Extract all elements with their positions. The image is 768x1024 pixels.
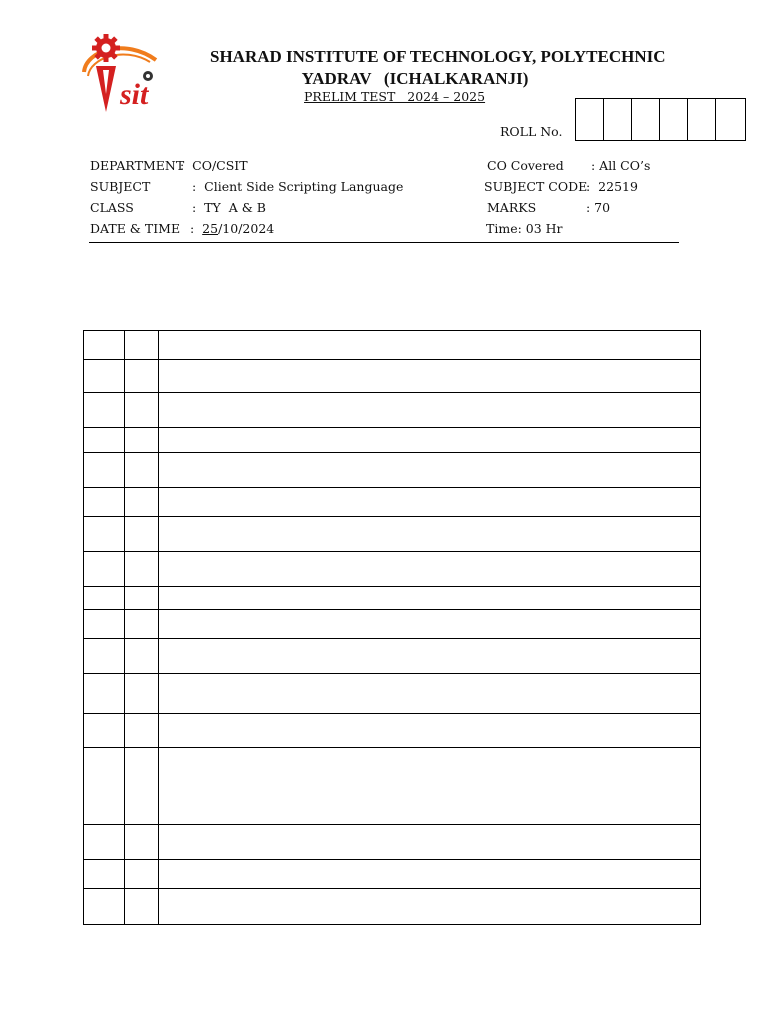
date-prefix: : — [190, 221, 203, 236]
info-value: : CO/CSIT — [180, 158, 248, 173]
table-cell — [125, 748, 159, 825]
table-cell — [159, 639, 701, 674]
info-key: CO Covered — [487, 158, 564, 173]
table-row — [84, 552, 701, 587]
table-cell — [125, 587, 159, 610]
info-key: DEPARTMENT — [90, 158, 185, 173]
info-value: : 22519 — [586, 179, 638, 194]
table-row — [84, 748, 701, 825]
table-cell — [84, 428, 125, 453]
table-cell — [159, 453, 701, 488]
info-key: SUBJECT CODE — [484, 179, 588, 194]
table-cell — [125, 453, 159, 488]
table-cell — [84, 393, 125, 428]
roll-box[interactable] — [576, 99, 604, 140]
table-cell — [159, 714, 701, 748]
roll-box[interactable] — [688, 99, 716, 140]
table-cell — [159, 674, 701, 714]
table-cell — [159, 360, 701, 393]
table-cell — [125, 825, 159, 860]
table-cell — [84, 331, 125, 360]
table-row — [84, 587, 701, 610]
table-row — [84, 674, 701, 714]
table-cell — [84, 889, 125, 925]
table-cell — [125, 889, 159, 925]
table-cell — [159, 552, 701, 587]
table-cell — [159, 610, 701, 639]
info-value: : All CO’s — [591, 158, 651, 173]
table-cell — [84, 639, 125, 674]
info-value: : TY A & B — [192, 200, 266, 215]
question-table — [83, 330, 701, 925]
table-cell — [84, 748, 125, 825]
roll-box[interactable] — [632, 99, 660, 140]
table-cell — [125, 860, 159, 889]
institute-line2: YADRAV (ICHALKARANJI) — [301, 69, 529, 88]
table-row — [84, 610, 701, 639]
roll-label: ROLL No. — [500, 124, 563, 139]
table-cell — [84, 488, 125, 517]
info-key: SUBJECT — [90, 179, 151, 194]
info-value: : Client Side Scripting Language — [192, 179, 404, 194]
info-key: DATE & TIME — [90, 221, 181, 236]
table-cell — [159, 393, 701, 428]
table-cell — [84, 517, 125, 552]
date-rest: /10/2024 — [218, 221, 275, 236]
institute-line1: SHARAD INSTITUTE OF TECHNOLOGY, POLYTECHNIC — [210, 47, 666, 66]
exam-title: PRELIM TEST 2024 – 2025 — [304, 89, 486, 104]
table-cell — [125, 714, 159, 748]
date-day: 25 — [202, 221, 219, 236]
info-key: CLASS — [90, 200, 134, 215]
roll-number-boxes[interactable] — [575, 98, 746, 141]
info-key: MARKS — [487, 200, 537, 215]
roll-box[interactable] — [604, 99, 632, 140]
table-row — [84, 825, 701, 860]
table-cell — [159, 748, 701, 825]
info-key: Time: 03 Hr — [486, 221, 563, 236]
table-cell — [84, 860, 125, 889]
table-cell — [84, 825, 125, 860]
table-cell — [125, 360, 159, 393]
table-cell — [84, 674, 125, 714]
roll-box[interactable] — [660, 99, 688, 140]
table-cell — [125, 552, 159, 587]
logo-text: sit — [120, 78, 149, 111]
table-row — [84, 393, 701, 428]
table-cell — [159, 488, 701, 517]
info-value — [190, 221, 274, 237]
table-cell — [159, 517, 701, 552]
table-cell — [125, 331, 159, 360]
table-cell — [84, 587, 125, 610]
table-cell — [159, 428, 701, 453]
institute-logo — [76, 32, 172, 118]
table-cell — [159, 889, 701, 925]
table-row — [84, 453, 701, 488]
table-cell — [125, 393, 159, 428]
table-cell — [159, 331, 701, 360]
table-cell — [84, 360, 125, 393]
table-cell — [159, 587, 701, 610]
table-row — [84, 639, 701, 674]
table-row — [84, 889, 701, 925]
table-cell — [84, 552, 125, 587]
table-row — [84, 714, 701, 748]
table-row — [84, 428, 701, 453]
table-cell — [159, 825, 701, 860]
roll-box[interactable] — [716, 99, 745, 140]
table-row — [84, 360, 701, 393]
table-cell — [125, 674, 159, 714]
institute-name — [210, 46, 666, 90]
table-row — [84, 331, 701, 360]
table-cell — [125, 428, 159, 453]
table-cell — [84, 453, 125, 488]
table-cell — [125, 517, 159, 552]
table-cell — [125, 488, 159, 517]
header-divider — [89, 242, 679, 243]
table-cell — [125, 610, 159, 639]
table-row — [84, 860, 701, 889]
info-value: : 70 — [586, 200, 611, 215]
table-cell — [84, 610, 125, 639]
table-cell — [125, 639, 159, 674]
table-cell — [84, 714, 125, 748]
table-row — [84, 517, 701, 552]
table-cell — [159, 860, 701, 889]
table-row — [84, 488, 701, 517]
